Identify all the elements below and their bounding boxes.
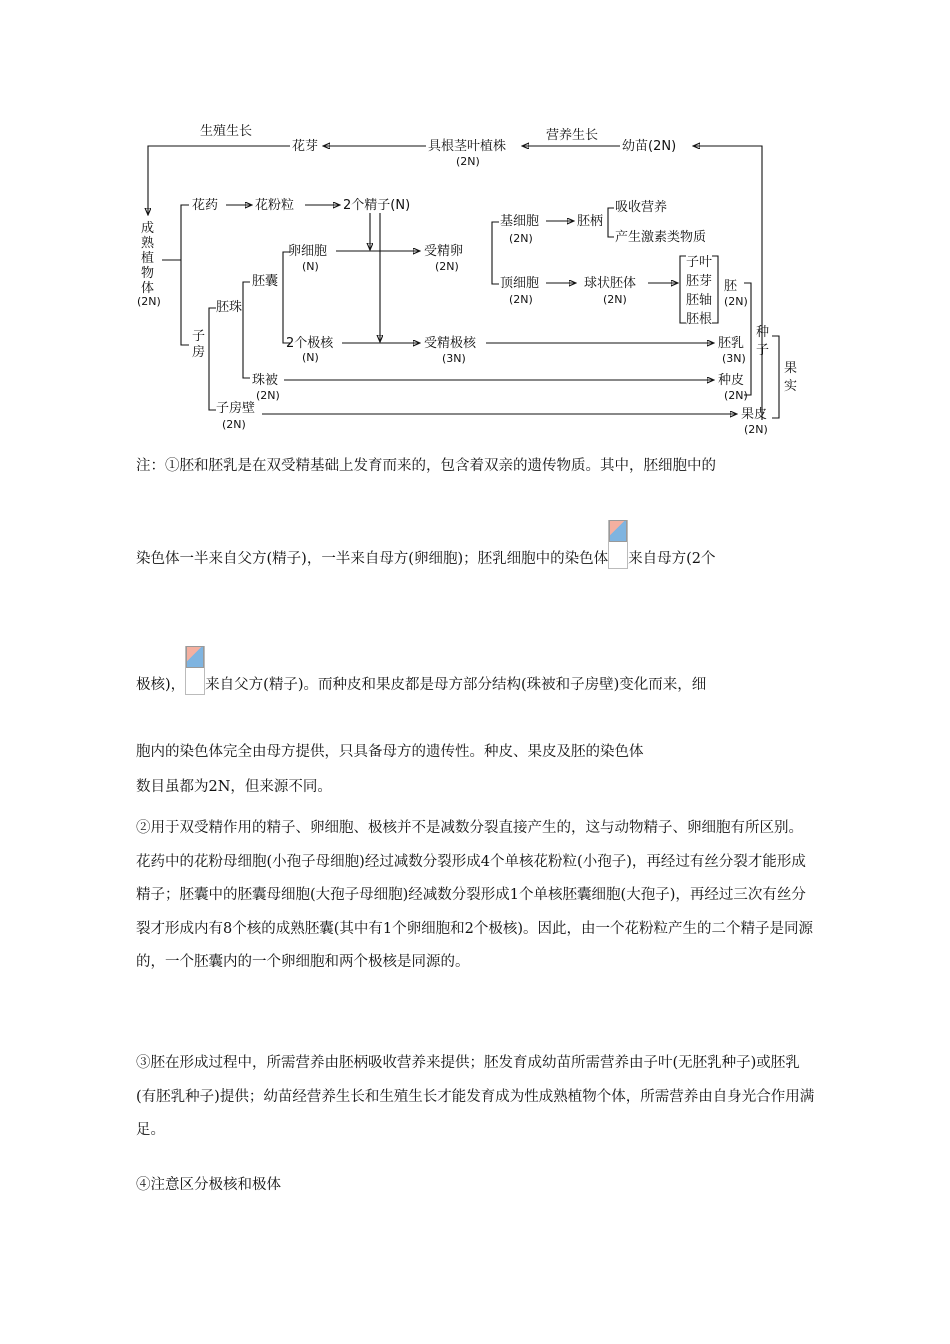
label-ovary-wall: 子房壁	[216, 401, 256, 416]
note-4: ④注意区分极核和极体	[136, 1177, 281, 1193]
label-seedling: 幼苗(2N)	[622, 139, 677, 154]
label-plant: 具根茎叶植株	[428, 139, 507, 154]
label-fertilized-polar: 受精极核	[424, 336, 477, 351]
note-1-line-4: 胞内的染色体完全由母方提供，只具备母方的遗传性。种皮、果皮及胚的染色体	[136, 744, 644, 760]
label-mature-plant	[137, 220, 161, 308]
label-basal-cell: 基细胞	[500, 214, 540, 229]
svg-text:子叶: 子叶	[686, 255, 713, 270]
svg-text:实: 实	[784, 379, 798, 394]
bracket-embryo-sac	[283, 252, 290, 343]
label-endosperm: 胚乳	[718, 336, 745, 351]
label-anther: 花药	[192, 198, 219, 213]
label-ovule: 胚珠	[216, 300, 243, 315]
label-egg-cell: 卵细胞	[288, 244, 328, 259]
note-1-line-5: 数目虽都为2N，但来源不同。	[136, 779, 332, 795]
label-embryo-sac: 胚囊	[252, 274, 279, 289]
svg-text:(2N): (2N)	[137, 295, 161, 308]
note-1-line-1: 注：①胚和胚乳是在双受精基础上发育而来的，包含着双亲的遗传物质。其中，胚细胞中的	[136, 458, 716, 474]
svg-text:(3N): (3N)	[442, 352, 466, 365]
svg-text:胚芽: 胚芽	[686, 274, 713, 289]
embryo-parts	[680, 255, 718, 327]
svg-text:房: 房	[192, 345, 206, 360]
svg-text:(2N): (2N)	[509, 232, 533, 245]
bracket-fruit	[772, 336, 779, 418]
label-pericarp: 果皮	[741, 407, 768, 422]
svg-text:(2N): (2N)	[744, 423, 768, 436]
label-zygote: 受精卵	[424, 244, 464, 259]
svg-text:熟: 熟	[141, 236, 155, 251]
label-absorb: 吸收营养	[615, 200, 668, 215]
note-3: ③胚在形成过程中，所需营养由胚柄吸收营养来提供；胚发育成幼苗所需营养由子叶(无胚乳种子)或胚乳(有胚乳种子)提供；幼苗经营养生长和生殖生长才能发育成为性成熟植物个体，所需营养由自身光合作用满足。	[136, 1055, 815, 1138]
svg-text:体: 体	[141, 281, 155, 296]
svg-text:成: 成	[141, 221, 155, 236]
label-sperm: 2个精子(N)	[343, 198, 411, 213]
label-embryo: 胚	[724, 279, 738, 294]
broken-image-icon	[608, 520, 628, 569]
label-reproductive-growth: 生殖生长	[200, 124, 253, 139]
label-vegetative-growth: 营养生长	[546, 128, 599, 143]
svg-text:胚轴: 胚轴	[686, 293, 713, 308]
label-polar-nuclei: 2个极核	[286, 336, 334, 351]
svg-text:植: 植	[141, 251, 155, 266]
bracket-ovary	[209, 308, 216, 410]
svg-text:子: 子	[192, 329, 206, 344]
note-1-line-2: 染色体一半来自父方(精子)，一半来自母方(卵细胞)；胚乳细胞中的染色体 来自母方(2个	[136, 520, 716, 569]
svg-text:(2N): (2N)	[724, 295, 748, 308]
label-globular-embryo: 球状胚体	[584, 276, 637, 291]
svg-text:(N): (N)	[302, 351, 319, 364]
bracket-plant	[181, 205, 189, 345]
svg-text:(2N): (2N)	[603, 293, 627, 306]
note-1-line-3: 极核)， 来自父方(精子)。而种皮和果皮都是母方部分结构(珠被和子房壁)变化而来，细	[136, 646, 706, 695]
label-seed-coat: 种皮	[718, 373, 745, 388]
svg-text:(2N): (2N)	[724, 389, 748, 402]
label-apical-cell: 顶细胞	[500, 276, 540, 291]
svg-text:(2N): (2N)	[435, 260, 459, 273]
label-pollen: 花粉粒	[255, 198, 295, 213]
svg-text:(3N): (3N)	[722, 352, 746, 365]
label-hormone: 产生激素类物质	[615, 230, 707, 245]
bracket-zygote	[492, 222, 499, 284]
note-2: ②用于双受精作用的精子、卵细胞、极核并不是减数分裂直接产生的，这与动物精子、卵细胞有所区别。花药中的花粉母细胞(小孢子母细胞)经过减数分裂形成4个单核花粉粒(小孢子)，再经过有丝分裂才能形成精子；胚囊中的胚囊母细胞(大孢子母细胞)经减数分裂形成1个单核胚囊细胞(大孢子)，再经过三次有丝分裂才形成内有8个核的成熟胚囊(其中有1个卵细胞和2个极核)。因此，由一个花粉粒产生的二个精子是同源的，一个胚囊内的一个卵细胞和两个极核是同源的。	[136, 820, 813, 970]
label-ovary	[192, 329, 205, 360]
label-suspensor: 胚柄	[577, 214, 604, 229]
label-integument: 珠被	[252, 373, 279, 388]
broken-image-icon	[185, 646, 205, 695]
svg-text:(2N): (2N)	[222, 418, 246, 431]
svg-text:种: 种	[756, 325, 770, 340]
svg-text:胚根: 胚根	[686, 312, 713, 327]
label-plant-ploidy: (2N)	[456, 155, 480, 168]
label-fruit	[784, 361, 797, 394]
svg-text:果: 果	[784, 361, 798, 376]
svg-text:(N): (N)	[302, 260, 319, 273]
svg-text:子: 子	[756, 343, 770, 358]
svg-text:物: 物	[141, 266, 155, 281]
double-fertilization-diagram	[0, 0, 950, 450]
bracket-ovule	[243, 282, 250, 378]
svg-text:(2N): (2N)	[256, 389, 280, 402]
label-flower-bud: 花芽	[292, 139, 319, 154]
svg-text:(2N): (2N)	[509, 293, 533, 306]
